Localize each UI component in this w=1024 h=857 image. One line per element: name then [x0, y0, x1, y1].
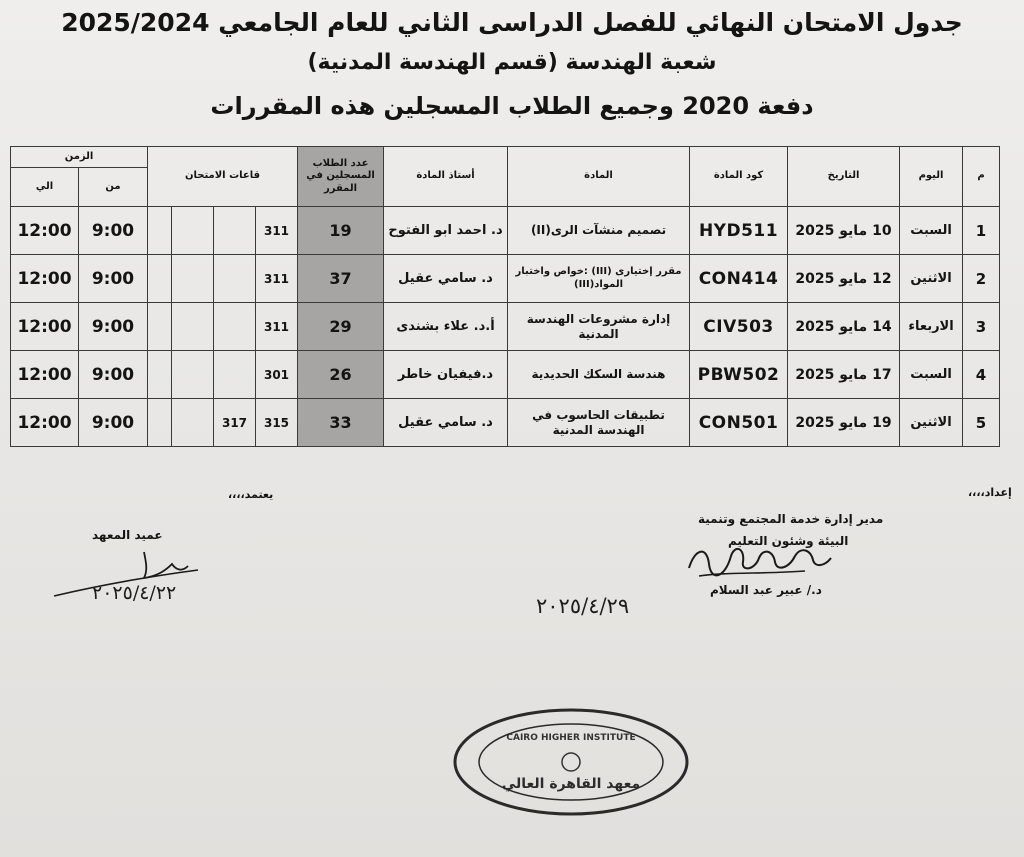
header-day: اليوم	[900, 147, 963, 207]
header-halls: قاعات الامتحان	[148, 147, 298, 207]
director-signature-date: ٢٠٢٥/٤/٢٩	[536, 594, 630, 618]
approved-by-label: يعتمد،،،،	[228, 488, 274, 501]
row-students: 29	[298, 303, 384, 351]
table-row	[11, 399, 1000, 447]
row-date: 12 مايو 2025	[788, 255, 900, 303]
header-date: التاريخ	[788, 147, 900, 207]
row-hall-3	[172, 399, 214, 447]
row-from: 9:00	[79, 351, 148, 399]
header-time: الزمن	[11, 147, 148, 168]
header-students: عدد الطلاب المسجلين في المقرر	[298, 147, 384, 207]
row-from: 9:00	[79, 399, 148, 447]
row-hall-2	[214, 303, 256, 351]
row-date: 17 مايو 2025	[788, 351, 900, 399]
row-date: 10 مايو 2025	[788, 207, 900, 255]
row-hall-2	[214, 255, 256, 303]
division-title: شعبة الهندسة (قسم الهندسة المدنية)	[307, 50, 717, 75]
row-professor: أ.د. علاء بشندى	[384, 303, 508, 351]
row-hall-4	[148, 207, 172, 255]
table-row	[11, 351, 1000, 399]
row-to: 12:00	[11, 207, 79, 255]
row-code: CON501	[690, 399, 788, 447]
row-code: HYD511	[690, 207, 788, 255]
table-row	[11, 255, 1000, 303]
header-professor: أستاذ المادة	[384, 147, 508, 207]
row-from: 9:00	[79, 255, 148, 303]
row-code: CIV503	[690, 303, 788, 351]
row-hall-1: 311	[256, 207, 298, 255]
row-hall-4	[148, 255, 172, 303]
row-day: السبت	[900, 207, 963, 255]
batch-title: دفعة 2020 وجميع الطلاب المسجلين هذه المقررات	[210, 92, 814, 120]
row-to: 12:00	[11, 351, 79, 399]
row-day: السبت	[900, 351, 963, 399]
row-hall-2	[214, 351, 256, 399]
row-index: 5	[963, 399, 1000, 447]
row-subject: إدارة مشروعات الهندسة المدنية	[508, 303, 690, 351]
row-professor: د. سامي عقيل	[384, 399, 508, 447]
row-subject: تصميم منشآت الرى(II)	[508, 207, 690, 255]
row-day: الاربعاء	[900, 303, 963, 351]
row-hall-2: 317	[214, 399, 256, 447]
table-header-row	[11, 147, 1000, 168]
row-day: الاثنين	[900, 399, 963, 447]
row-to: 12:00	[11, 303, 79, 351]
header-from: من	[79, 168, 148, 207]
row-hall-3	[172, 207, 214, 255]
director-signature	[685, 538, 835, 584]
row-date: 19 مايو 2025	[788, 399, 900, 447]
header-index: م	[963, 147, 1000, 207]
row-subject: هندسة السكك الحديدية	[508, 351, 690, 399]
row-hall-1: 315	[256, 399, 298, 447]
row-professor: د. سامي عقيل	[384, 255, 508, 303]
row-hall-4	[148, 303, 172, 351]
row-to: 12:00	[11, 255, 79, 303]
row-index: 2	[963, 255, 1000, 303]
director-name: د./ عبير عبد السلام	[710, 583, 822, 597]
prepared-by-label: إعداد،،،،	[968, 486, 1012, 499]
row-hall-3	[172, 255, 214, 303]
exam-schedule-table	[10, 146, 1000, 447]
row-subject: مقرر إختيارى (III) :خواص واختبار المواد(III)	[508, 255, 690, 303]
row-code: CON414	[690, 255, 788, 303]
row-from: 9:00	[79, 207, 148, 255]
table-row	[11, 207, 1000, 255]
stamp-institute-en: CAIRO HIGHER INSTITUTE	[506, 733, 636, 743]
institute-stamp	[451, 706, 691, 818]
row-students: 37	[298, 255, 384, 303]
row-professor: د. احمد ابو الفتوح	[384, 207, 508, 255]
row-from: 9:00	[79, 303, 148, 351]
row-students: 33	[298, 399, 384, 447]
header-subject: المادة	[508, 147, 690, 207]
document-title: جدول الامتحان النهائي للفصل الدراسى الثاني للعام الجامعي 2025/2024	[61, 8, 963, 37]
dean-title: عميد المعهد	[92, 528, 163, 542]
director-title-line2: البيئة وشئون التعليم	[728, 534, 849, 548]
director-title-line1: مدير إدارة خدمة المجتمع وتنمية	[698, 512, 884, 526]
header-to: الي	[11, 168, 79, 207]
row-hall-1: 311	[256, 303, 298, 351]
row-index: 4	[963, 351, 1000, 399]
row-hall-4	[148, 399, 172, 447]
row-hall-1: 301	[256, 351, 298, 399]
row-hall-4	[148, 351, 172, 399]
table-row	[11, 303, 1000, 351]
row-hall-1: 311	[256, 255, 298, 303]
row-day: الاثنين	[900, 255, 963, 303]
header-code: كود المادة	[690, 147, 788, 207]
row-hall-3	[172, 303, 214, 351]
row-to: 12:00	[11, 399, 79, 447]
stamp-institute-ar: معهد القاهرة العالي	[501, 776, 641, 792]
row-professor: د.فيفيان خاطر	[384, 351, 508, 399]
row-hall-3	[172, 351, 214, 399]
row-date: 14 مايو 2025	[788, 303, 900, 351]
dean-signature-date: ٢٠٢٥/٤/٢٢	[92, 582, 177, 604]
row-students: 19	[298, 207, 384, 255]
row-subject: تطبيقات الحاسوب في الهندسة المدنية	[508, 399, 690, 447]
row-hall-2	[214, 207, 256, 255]
row-index: 3	[963, 303, 1000, 351]
row-students: 26	[298, 351, 384, 399]
row-index: 1	[963, 207, 1000, 255]
row-code: PBW502	[690, 351, 788, 399]
